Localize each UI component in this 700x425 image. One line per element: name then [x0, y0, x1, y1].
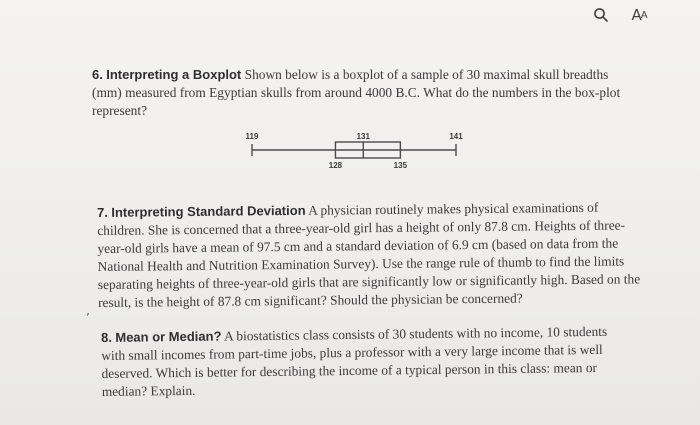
- problem-6-title: Interpreting a Boxplot: [106, 67, 242, 82]
- problem-6: [92, 66, 640, 120]
- problem-8: [101, 323, 630, 401]
- text-size-large-glyph: A: [631, 6, 641, 24]
- problem-6-number: 6.: [92, 67, 103, 82]
- search-icon[interactable]: [590, 4, 612, 26]
- problem-7-title: Interpreting Standard Deviation: [111, 202, 306, 220]
- boxplot-figure: [230, 128, 490, 176]
- boxplot-svg: [230, 128, 490, 176]
- boxplot-label-q1: 128: [328, 161, 343, 170]
- problem-7: [97, 198, 641, 312]
- problem-7-body: A physician routinely makes physical examinations of children. She is concerned that a three-year-old girl has a height of only 87.8 cm. Heights of three-year-old girls have a mean of 97.5 cm and a standard deviation of 6.9 cm (based on data from the National Health and Nutrition Examination Survey). Use the range rule of thumb to find the limits separating heights of three-year-old girls that are significantly low or significantly high. Based on the result, is the height of 87.8 cm significant? Should the physician be concerned?: [97, 199, 641, 310]
- boxplot-label-max: 141: [449, 132, 463, 141]
- reader-toolbar: [580, 0, 700, 32]
- boxplot-label-q3: 135: [393, 161, 408, 170]
- text-size-small-glyph: A: [640, 9, 647, 21]
- problem-6-body: Shown below is a boxplot of a sample of 30 maximal skull breadths (mm) measured from Egyptian skulls from around 4000 B.C. What do the numbers in the box-plot represent?: [92, 67, 621, 118]
- problem-8-number: 8.: [101, 329, 113, 345]
- margin-pen-mark: ’: [86, 311, 90, 325]
- problem-8-body: A biostatistics class consists of 30 students with no income, 10 students with small incomes from part-time jobs, plus a professor with a very large income that is well deserved. Which is better for describing the income of a typical person in this class: mean or median? Explain.: [101, 323, 608, 399]
- problem-8-title: Mean or Median?: [115, 328, 222, 345]
- text-size-icon[interactable]: [628, 4, 650, 26]
- problem-7-number: 7.: [97, 204, 109, 220]
- boxplot-label-min: 119: [245, 132, 259, 141]
- boxplot-label-median: 131: [356, 132, 370, 141]
